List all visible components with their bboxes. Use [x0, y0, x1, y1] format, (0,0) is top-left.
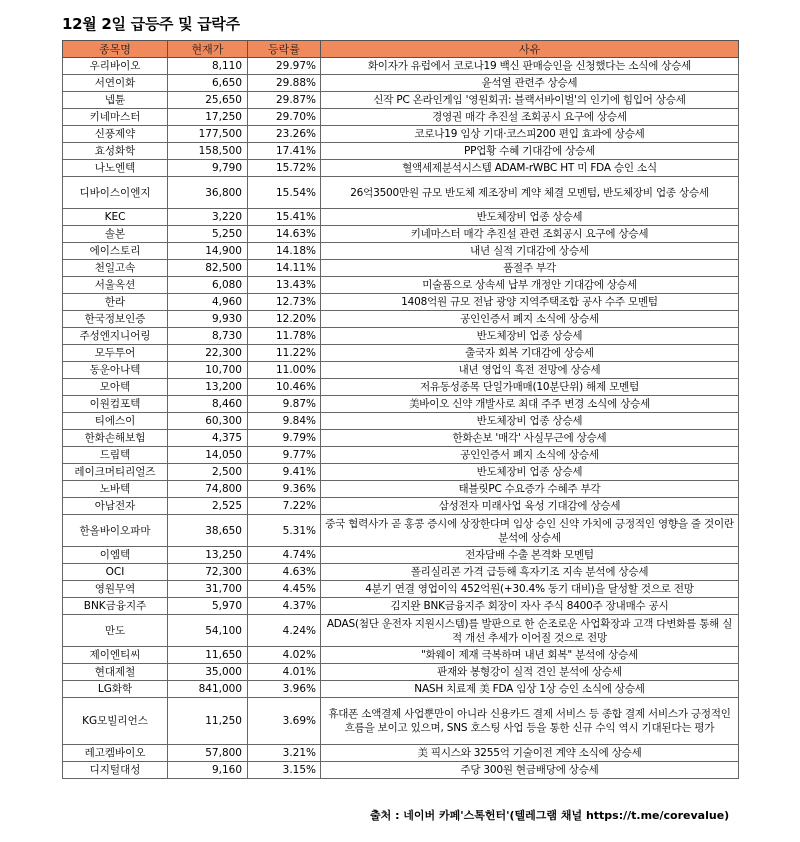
table-row	[63, 481, 739, 498]
reason-cell: ADAS(첨단 운전자 지원시스템)를 발판으로 한 순조로운 사업확장과 고객 다변화를 통해 실적 개선 추세가 이어질 것으로 전망	[321, 615, 739, 647]
price-cell: 8,110	[168, 58, 248, 75]
table-row	[63, 160, 739, 177]
price-cell: 60,300	[168, 413, 248, 430]
reason-cell: 윤석열 관련주 상승세	[321, 75, 739, 92]
change-rate-cell: 10.46%	[248, 379, 321, 396]
stock-name-cell: 드림텍	[63, 447, 168, 464]
price-cell: 14,050	[168, 447, 248, 464]
reason-cell: 공인인증서 폐지 소식에 상승세	[321, 447, 739, 464]
reason-cell: 품절주 부각	[321, 260, 739, 277]
header-reason: 사유	[321, 41, 739, 58]
reason-cell: 혈액세제분석시스템 ADAM-rWBC HT 미 FDA 승인 소식	[321, 160, 739, 177]
price-cell: 4,375	[168, 430, 248, 447]
price-cell: 2,500	[168, 464, 248, 481]
table-row	[63, 430, 739, 447]
change-rate-cell: 29.88%	[248, 75, 321, 92]
price-cell: 9,930	[168, 311, 248, 328]
price-cell: 6,650	[168, 75, 248, 92]
stock-name-cell: 한화손해보험	[63, 430, 168, 447]
reason-cell: 태블릿PC 수요증가 수혜주 부각	[321, 481, 739, 498]
table-row	[63, 647, 739, 664]
price-cell: 11,250	[168, 698, 248, 745]
reason-cell: 중국 협력사가 곧 홍콩 증시에 상장한다며 임상 승인 신약 가치에 긍정적인 영향을 줄 것이란 분석에 상승세	[321, 515, 739, 547]
change-rate-cell: 12.73%	[248, 294, 321, 311]
source-note: 출처 : 네이버 카페'스톡헌터'(텔레그램 채널 https://t.me/corevalue)	[370, 809, 730, 822]
price-cell: 14,900	[168, 243, 248, 260]
change-rate-cell: 4.37%	[248, 598, 321, 615]
stock-name-cell: 동운아나텍	[63, 362, 168, 379]
table-row	[63, 328, 739, 345]
table-row	[63, 498, 739, 515]
stock-name-cell: 한올바이오파마	[63, 515, 168, 547]
change-rate-cell: 9.41%	[248, 464, 321, 481]
price-cell: 5,250	[168, 226, 248, 243]
reason-cell: 공인인증서 폐지 소식에 상승세	[321, 311, 739, 328]
change-rate-cell: 14.11%	[248, 260, 321, 277]
stock-name-cell: 이엠텍	[63, 547, 168, 564]
change-rate-cell: 3.69%	[248, 698, 321, 745]
stock-name-cell: 만도	[63, 615, 168, 647]
reason-cell: 코로나19 임상 기대·코스피200 편입 효과에 상승세	[321, 126, 739, 143]
price-cell: 57,800	[168, 745, 248, 762]
price-cell: 35,000	[168, 664, 248, 681]
header-current-price: 현재가	[168, 41, 248, 58]
reason-cell: 주당 300원 현금배당에 상승세	[321, 762, 739, 779]
table-row	[63, 396, 739, 413]
price-cell: 72,300	[168, 564, 248, 581]
stock-name-cell: 모아텍	[63, 379, 168, 396]
table-row	[63, 379, 739, 396]
table-row	[63, 362, 739, 379]
reason-cell: 휴대폰 소액결제 사업뿐만이 아니라 신용카드 결제 서비스 등 종합 결제 서비스가 긍정적인 흐름을 보이고 있으며, SNS 호스팅 사업 등을 통한 신규 수익 역시 기대된다는 평가	[321, 698, 739, 745]
reason-cell: 전자담배 수출 본격화 모멘텀	[321, 547, 739, 564]
table-row	[63, 177, 739, 209]
table-row	[63, 58, 739, 75]
stock-name-cell: 서연이화	[63, 75, 168, 92]
price-cell: 5,970	[168, 598, 248, 615]
change-rate-cell: 9.79%	[248, 430, 321, 447]
price-cell: 13,200	[168, 379, 248, 396]
reason-cell: 폴리실리콘 가격 급등해 흑자기조 지속 분석에 상승세	[321, 564, 739, 581]
stock-name-cell: 우리바이오	[63, 58, 168, 75]
price-cell: 8,730	[168, 328, 248, 345]
reason-cell: 한화손보 '매각' 사실무근에 상승세	[321, 430, 739, 447]
stock-name-cell: 현대제철	[63, 664, 168, 681]
reason-cell: 화이자가 유럽에서 코로나19 백신 판매승인을 신청했다는 소식에 상승세	[321, 58, 739, 75]
price-cell: 22,300	[168, 345, 248, 362]
price-cell: 54,100	[168, 615, 248, 647]
reason-cell: 美 픽시스와 3255억 기술이전 계약 소식에 상승세	[321, 745, 739, 762]
change-rate-cell: 4.02%	[248, 647, 321, 664]
table-row	[63, 447, 739, 464]
stock-name-cell: KEC	[63, 209, 168, 226]
stock-name-cell: 키네마스터	[63, 109, 168, 126]
table-row	[63, 345, 739, 362]
table-row	[63, 547, 739, 564]
stock-name-cell: 에이스토리	[63, 243, 168, 260]
table-row	[63, 277, 739, 294]
header-change-rate: 등락률	[248, 41, 321, 58]
reason-cell: 키네마스터 매각 추진설 관련 조회공시 요구에 상승세	[321, 226, 739, 243]
change-rate-cell: 9.84%	[248, 413, 321, 430]
price-cell: 13,250	[168, 547, 248, 564]
header-stock-name: 종목명	[63, 41, 168, 58]
price-cell: 2,525	[168, 498, 248, 515]
change-rate-cell: 3.96%	[248, 681, 321, 698]
table-row	[63, 243, 739, 260]
change-rate-cell: 12.20%	[248, 311, 321, 328]
table-row	[63, 413, 739, 430]
change-rate-cell: 7.22%	[248, 498, 321, 515]
price-cell: 9,160	[168, 762, 248, 779]
table-header-row	[63, 41, 739, 58]
table-row	[63, 515, 739, 547]
table-row	[63, 311, 739, 328]
reason-cell: 4분기 연결 영업이익 452억원(+30.4% 동기 대비)을 달성할 것으로 전망	[321, 581, 739, 598]
price-cell: 841,000	[168, 681, 248, 698]
change-rate-cell: 14.63%	[248, 226, 321, 243]
table-row	[63, 464, 739, 481]
change-rate-cell: 4.63%	[248, 564, 321, 581]
table-row	[63, 294, 739, 311]
price-cell: 82,500	[168, 260, 248, 277]
stock-name-cell: 효성화학	[63, 143, 168, 160]
table-row	[63, 75, 739, 92]
table-row	[63, 615, 739, 647]
stock-table	[62, 40, 739, 779]
reason-cell: NASH 치료제 美 FDA 임상 1상 승인 소식에 상승세	[321, 681, 739, 698]
table-body	[63, 58, 739, 779]
change-rate-cell: 15.72%	[248, 160, 321, 177]
reason-cell: 미술품으로 상속세 납부 개정안 기대감에 상승세	[321, 277, 739, 294]
price-cell: 31,700	[168, 581, 248, 598]
price-cell: 11,650	[168, 647, 248, 664]
price-cell: 17,250	[168, 109, 248, 126]
stock-name-cell: 아남전자	[63, 498, 168, 515]
change-rate-cell: 9.36%	[248, 481, 321, 498]
change-rate-cell: 4.45%	[248, 581, 321, 598]
stock-name-cell: 한라	[63, 294, 168, 311]
stock-name-cell: 노바텍	[63, 481, 168, 498]
reason-cell: 반도체장비 업종 상승세	[321, 209, 739, 226]
table-row	[63, 226, 739, 243]
change-rate-cell: 29.97%	[248, 58, 321, 75]
stock-name-cell: 나노엔텍	[63, 160, 168, 177]
reason-cell: 경영권 매각 추진설 조회공시 요구에 상승세	[321, 109, 739, 126]
table-row	[63, 92, 739, 109]
stock-name-cell: 레고켐바이오	[63, 745, 168, 762]
stock-name-cell: KG모빌리언스	[63, 698, 168, 745]
page-title: 12월 2일 급등주 및 급락주	[62, 15, 240, 33]
table-row	[63, 126, 739, 143]
price-cell: 6,080	[168, 277, 248, 294]
reason-cell: PP업황 수혜 기대감에 상승세	[321, 143, 739, 160]
reason-cell: 26억3500만원 규모 반도체 제조장비 계약 체결 모멘텀, 반도체장비 업종 상승세	[321, 177, 739, 209]
stock-name-cell: BNK금융지주	[63, 598, 168, 615]
reason-cell: 내년 실적 기대감에 상승세	[321, 243, 739, 260]
table-row	[63, 581, 739, 598]
reason-cell: 저유동성종목 단일가매매(10분단위) 해제 모멘텀	[321, 379, 739, 396]
stock-name-cell: 한국정보인증	[63, 311, 168, 328]
table-row	[63, 209, 739, 226]
change-rate-cell: 15.41%	[248, 209, 321, 226]
reason-cell: 美바이오 신약 개발사로 최대 주주 변경 소식에 상승세	[321, 396, 739, 413]
change-rate-cell: 4.74%	[248, 547, 321, 564]
reason-cell: 반도체장비 업종 상승세	[321, 464, 739, 481]
stock-name-cell: 서울옥션	[63, 277, 168, 294]
reason-cell: 내년 영업익 흑전 전망에 상승세	[321, 362, 739, 379]
table-row	[63, 762, 739, 779]
stock-name-cell: 티에스이	[63, 413, 168, 430]
reason-cell: 1408억원 규모 전남 광양 지역주택조합 공사 수주 모멘텀	[321, 294, 739, 311]
change-rate-cell: 29.87%	[248, 92, 321, 109]
stock-name-cell: 천일고속	[63, 260, 168, 277]
change-rate-cell: 11.00%	[248, 362, 321, 379]
price-cell: 4,960	[168, 294, 248, 311]
price-cell: 74,800	[168, 481, 248, 498]
reason-cell: "화웨이 제재 극복하며 내년 회복" 분석에 상승세	[321, 647, 739, 664]
change-rate-cell: 29.70%	[248, 109, 321, 126]
price-cell: 10,700	[168, 362, 248, 379]
price-cell: 8,460	[168, 396, 248, 413]
reason-cell: 삼성전자 미래사업 육성 기대감에 상승세	[321, 498, 739, 515]
price-cell: 9,790	[168, 160, 248, 177]
table-row	[63, 143, 739, 160]
table-row	[63, 664, 739, 681]
table-row	[63, 260, 739, 277]
price-cell: 3,220	[168, 209, 248, 226]
table-row	[63, 564, 739, 581]
reason-cell: 반도체장비 업종 상승세	[321, 328, 739, 345]
price-cell: 177,500	[168, 126, 248, 143]
table-row	[63, 745, 739, 762]
change-rate-cell: 23.26%	[248, 126, 321, 143]
stock-name-cell: 솔본	[63, 226, 168, 243]
change-rate-cell: 5.31%	[248, 515, 321, 547]
stock-name-cell: 넵튠	[63, 92, 168, 109]
stock-name-cell: OCI	[63, 564, 168, 581]
change-rate-cell: 17.41%	[248, 143, 321, 160]
price-cell: 36,800	[168, 177, 248, 209]
table-row	[63, 109, 739, 126]
change-rate-cell: 15.54%	[248, 177, 321, 209]
change-rate-cell: 3.15%	[248, 762, 321, 779]
change-rate-cell: 11.22%	[248, 345, 321, 362]
reason-cell: 신작 PC 온라인게임 '영원회귀: 블랙서바이벌'의 인기에 힘입어 상승세	[321, 92, 739, 109]
change-rate-cell: 3.21%	[248, 745, 321, 762]
stock-name-cell: 신풍제약	[63, 126, 168, 143]
table-row	[63, 598, 739, 615]
price-cell: 158,500	[168, 143, 248, 160]
change-rate-cell: 9.77%	[248, 447, 321, 464]
stock-name-cell: 레이크머티리얼즈	[63, 464, 168, 481]
table-row	[63, 681, 739, 698]
reason-cell: 반도체장비 업종 상승세	[321, 413, 739, 430]
stock-name-cell: 디지털대성	[63, 762, 168, 779]
stock-name-cell: 영원무역	[63, 581, 168, 598]
change-rate-cell: 4.01%	[248, 664, 321, 681]
stock-name-cell: 주성엔지니어링	[63, 328, 168, 345]
reason-cell: 김지완 BNK금융지주 회장이 자사 주식 8400주 장내매수 공시	[321, 598, 739, 615]
price-cell: 38,650	[168, 515, 248, 547]
stock-name-cell: 이원컴포텍	[63, 396, 168, 413]
change-rate-cell: 13.43%	[248, 277, 321, 294]
stock-name-cell: 디바이스이엔지	[63, 177, 168, 209]
stock-name-cell: 제이엔티씨	[63, 647, 168, 664]
change-rate-cell: 9.87%	[248, 396, 321, 413]
price-cell: 25,650	[168, 92, 248, 109]
change-rate-cell: 11.78%	[248, 328, 321, 345]
stock-name-cell: LG화학	[63, 681, 168, 698]
reason-cell: 판재와 봉형강이 실적 견인 분석에 상승세	[321, 664, 739, 681]
change-rate-cell: 4.24%	[248, 615, 321, 647]
reason-cell: 출국자 회복 기대감에 상승세	[321, 345, 739, 362]
table-row	[63, 698, 739, 745]
change-rate-cell: 14.18%	[248, 243, 321, 260]
stock-name-cell: 모두투어	[63, 345, 168, 362]
